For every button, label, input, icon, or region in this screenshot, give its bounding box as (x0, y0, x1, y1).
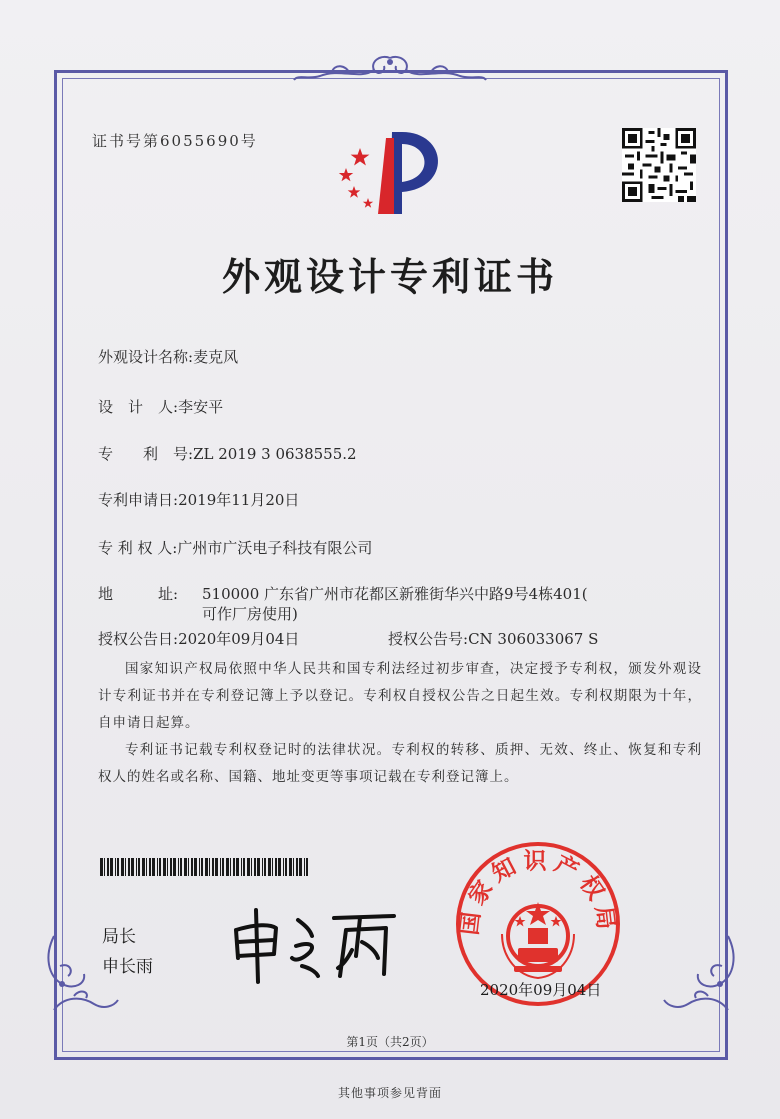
body-paragraph-2: 专利证书记载专利权登记时的法律状况。专利权的转移、质押、无效、终止、恢复和专利权人的姓名或名称、国籍、地址变更等事项记载在专利登记簿上。 (98, 742, 702, 785)
field-label: 授权公告日: (98, 630, 179, 648)
top-ornament (290, 50, 490, 96)
cnipa-logo-icon (330, 118, 460, 228)
field-address-line2: 可作厂房使用) (202, 605, 298, 623)
field-patentee (98, 537, 372, 558)
field-value: 2019年11月20日 (178, 491, 300, 509)
qr-code (622, 128, 696, 202)
field-address-line1: 510000 广东省广州市花都区新雅街华兴中路9号4栋401( (202, 585, 588, 603)
director-signature (226, 896, 406, 986)
field-grant-number (388, 628, 598, 649)
seal-date: 2020年09月04日 (480, 981, 602, 999)
field-label: 专 利 号: (98, 445, 194, 463)
field-label: 专利申请日: (98, 491, 179, 509)
page-indicator: 第1页（共2页） (346, 1035, 434, 1049)
field-value: 麦克风 (193, 348, 239, 366)
field-label: 专 利 权 人: (98, 539, 178, 557)
barcode (100, 858, 310, 876)
field-label: 授权公告号: (388, 630, 469, 648)
field-value: CN 306033067 S (468, 630, 599, 648)
field-label: 外观设计名称: (98, 348, 194, 366)
footer-note: 其他事项参见背面 (337, 1086, 442, 1100)
corner-ornament-bottom-right (662, 926, 748, 1012)
certificate-title: 外观设计专利证书 (221, 255, 558, 299)
field-value: 2020年09月04日 (178, 630, 300, 648)
field-address-label: 地 址: (98, 585, 179, 603)
field-value: 李安平 (178, 398, 224, 416)
field-design-name (98, 346, 238, 367)
certificate-number: 证书号第6055690号 (92, 132, 258, 150)
seal-text: 国家知识产权局 (456, 848, 620, 937)
field-grant-date (98, 628, 299, 649)
field-designer (98, 396, 223, 417)
field-application-date (98, 489, 299, 510)
body-paragraph-1: 国家知识产权局依照中华人民共和国专利法经过初步审查，决定授予专利权，颁发外观设计专利证书并在专利登记簿上予以登记。专利权自授权公告之日起生效。专利权期限为十年，自申请日起算。 (98, 661, 702, 731)
field-patent-number (98, 443, 357, 464)
svg-text:国家知识产权局 (457, 848, 619, 936)
field-label: 设 计 人: (98, 398, 179, 416)
field-value: ZL 2019 3 0638555.2 (193, 445, 357, 463)
field-value: 广州市广沃电子科技有限公司 (177, 539, 373, 557)
director-title: 局长 (102, 927, 136, 947)
director-name: 申长雨 (102, 957, 153, 977)
